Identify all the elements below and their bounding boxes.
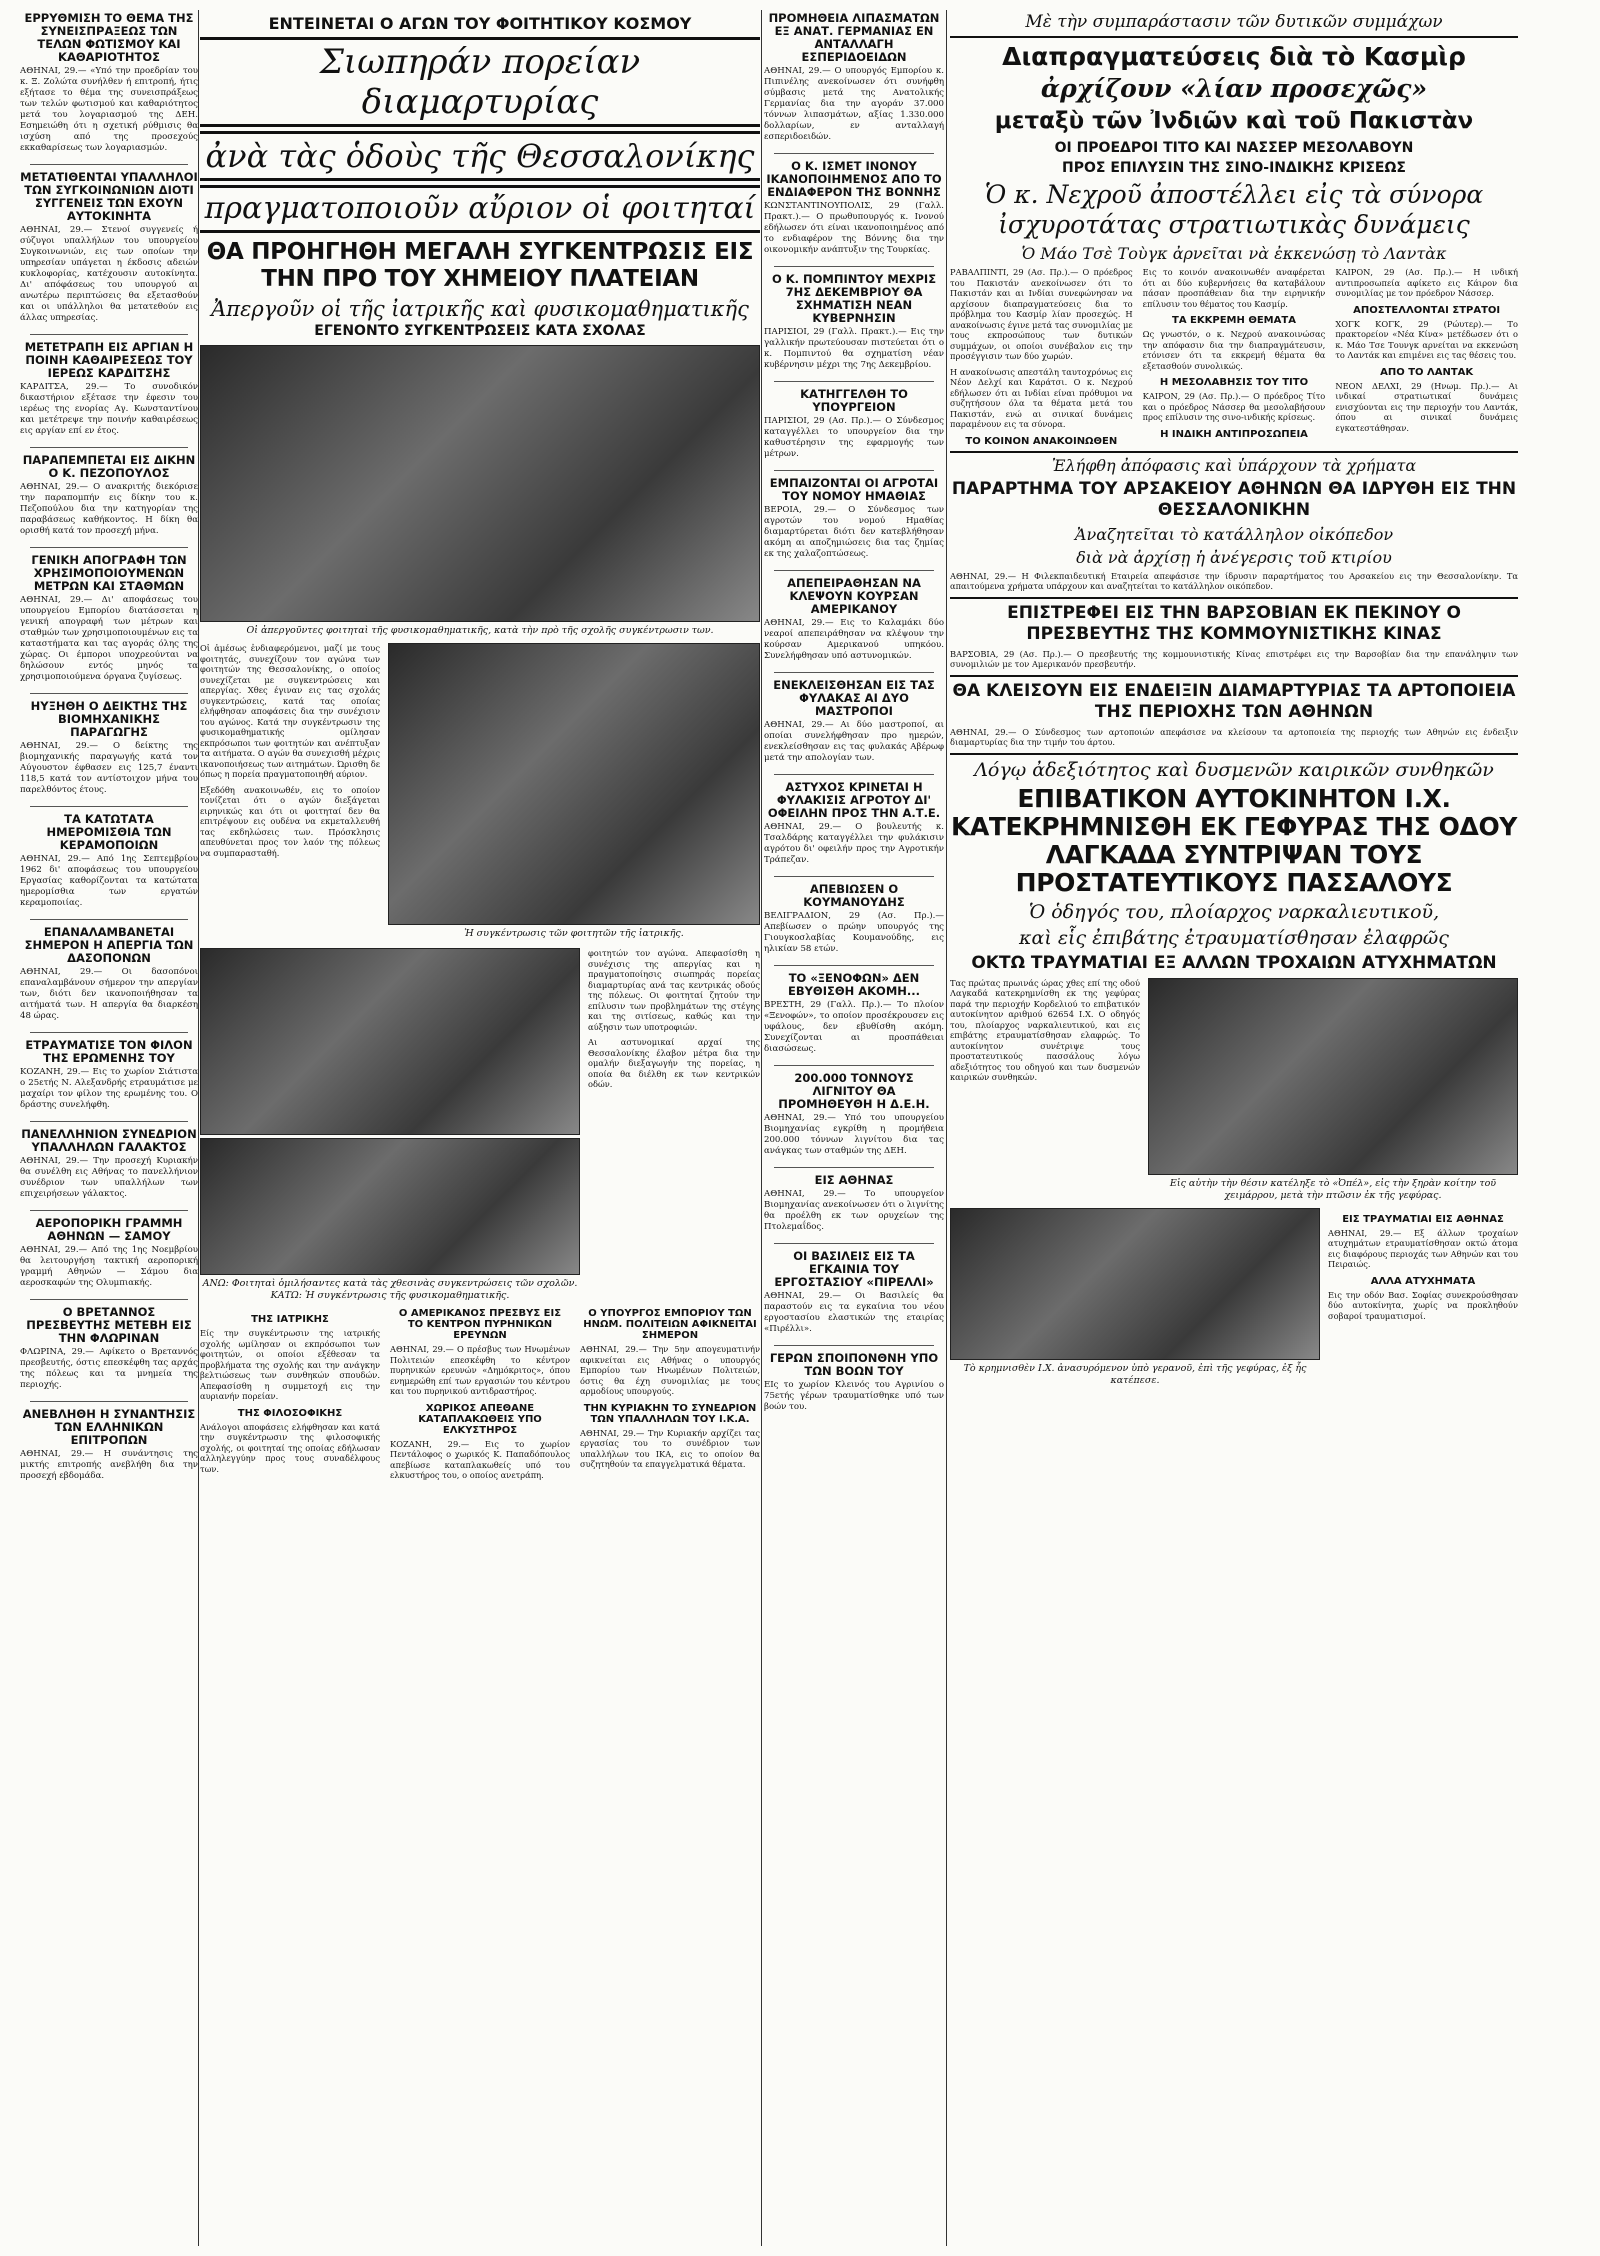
brief-2	[764, 160, 944, 256]
photo-caption: Εἰς αὐτὴν τὴν θέσιν κατέληξε τὸ «Ὀπέλ», εἰς τὴν ξηρὰν κοίτην τοῦ χειμάρρου, μετὰ τὴν πτῶσιν ἐκ τῆς γεφύρας.	[1169, 1177, 1497, 1201]
story-text-column	[200, 643, 380, 946]
divider	[30, 164, 188, 165]
brief-text: ΚΑΡΔΙΤΣΑ, 29.— Το συνοδικόν δικαστήριον εξέτασε την έφεσιν του ιερέως της ενορίας Αγ. Κωνσταντίνου και μετέτρεψε την ποινήν καθαιρέσεως εις αργίαν επί εν έτος.	[20, 382, 198, 436]
brief-3	[764, 273, 944, 371]
story-bottom-columns	[200, 1308, 760, 1481]
divider	[774, 965, 934, 966]
brief-headline: ΑΠΕΒΙΩΣΕΝ Ο ΚΟΥΜΑΝΟΥΔΗΣ	[803, 882, 905, 909]
photo-physics-gathering	[200, 1138, 580, 1275]
kashmir-subhead-1: ΟΙ ΠΡΟΕΔΡΟΙ ΤΙΤΟ ΚΑΙ ΝΑΣΣΕΡ ΜΕΣΟΛΑΒΟΥΝ	[1054, 140, 1414, 156]
brief-text: ΑΘΗΝΑΙ, 29.— Δι' αποφάσεως του υπουργείου Εμπορίου διατάσσεται η γενική απογραφή των μέτρων και σταθμών των χρησιμοποιουμένων εις τα καταστήματα και τας αγοράς όλης της χώρας. Οι έμποροι υποχρεούνται να δηλώσουν εντός μηνός τα χρησιμοποιούμενα όργανα ζυγίσεως.	[20, 595, 198, 682]
section-head: Ο ΑΜΕΡΙΚΑΝΟΣ ΠΡΕΣΒΥΣ ΕΙΣ ΤΟ ΚΕΝΤΡΟΝ ΠΥΡΗΝΙΚΩΝ ΕΡΕΥΝΩΝ	[398, 1308, 562, 1341]
divider	[774, 774, 934, 775]
brief-headline: ΕΝΕΚΛΕΙΣΘΗΣΑΝ ΕΙΣ ΤΑΣ ΦΥΛΑΚΑΣ ΑΙ ΔΥΟ ΜΑΣΤΡΟΠΟΙ	[773, 678, 935, 718]
brief-headline: ΟΙ ΒΑΣΙΛΕΙΣ ΕΙΣ ΤΑ ΕΓΚΑΙΝΙΑ ΤΟΥ ΕΡΓΟΣΤΑΣΙΟΥ «ΠΙΡΕΛΛΙ»	[774, 1249, 934, 1289]
section-text: ΑΘΗΝΑΙ, 29.— Την Κυριακήν αρχίζει τας εργασίας του το συνέδριον των υπαλλήλων του ΙΚΑ, εις το οποίον θα συζητηθούν τα επαγγελματικά θέματα.	[580, 1427, 760, 1469]
brief-text: ΑΘΗΝΑΙ, 29.— Οι Βασιλείς θα παραστούν εις τα εγκαίνια του νέου εργοστασίου ελαστικών της εταιρίας «Πιρέλλι».	[764, 1291, 944, 1334]
brief-headline: ΑΠΕΠΕΙΡΑΘΗΣΑΝ ΝΑ ΚΛΕΨΟΥΝ ΚΟΥΡΣΑΝ ΑΜΕΡΙΚΑΝΟΥ	[787, 576, 921, 616]
section-text: Εις την οδόν Βασ. Σοφίας συνεκρούσθησαν δύο αυτοκίνητα, χωρίς να προκληθούν σοβαροί τραυματισμοί.	[1328, 1289, 1518, 1321]
brief-headline: Ο ΒΡΕΤΑΝΝΟΣ ΠΡΕΣΒΕΥΤΗΣ ΜΕΤΕΒΗ ΕΙΣ ΤΗΝ ΦΛΩΡΙΝΑΝ	[26, 1305, 192, 1345]
section-head: Η ΜΕΣΟΛΑΒΗΣΙΣ ΤΟΥ ΤΙΤΟ	[1159, 377, 1309, 388]
brief-headline: ΕΜΠΑΙΖΟΝΤΑΙ ΟΙ ΑΓΡΟΤΑΙ ΤΟΥ ΝΟΜΟΥ ΗΜΑΘΙΑΣ	[769, 476, 939, 503]
column-briefs	[20, 10, 198, 1492]
story-photo-block	[388, 643, 760, 946]
brief-text: ΑΘΗΝΑΙ, 29.— «Υπό την προεδρίαν του κ. Ξ. Ζολώτα συνήλθεν ή επιτροπή, ήτις εξήτασε το θέμα της συνεισπράξεως των τελών φωτισμού και καθαριότητος μετά του λογαριασμού της ΔΕΗ. Εσημειώθη ότι η σχετική ρύθμισις θα ισχύση από της προσεχούς εκκαθαρίσεως των λογαριασμών.	[20, 66, 198, 153]
story-paragraph: Αι αστυνομικαί αρχαί της Θεσσαλονίκης έλαβον μέτρα δια την ομαλήν διεξαγωγήν της πορείας, η οποία θα διέλθη εκ των κεντρικών οδών.	[588, 1037, 760, 1089]
brief-text: ΦΛΩΡΙΝΑ, 29.— Αφίκετο ο Βρεταννός πρεσβευτής, όστις επεσκέφθη τας αρχάς της πόλεως και τα μνημεία της περιοχής.	[20, 1347, 198, 1390]
section-head: ΤΗΝ ΚΥΡΙΑΚΗΝ ΤΟ ΣΥΝΕΔΡΙΟΝ ΤΩΝ ΥΠΑΛΛΗΛΩΝ ΤΟΥ Ι.Κ.Α.	[583, 1402, 757, 1425]
bakeries-headline: ΘΑ ΚΛΕΙΣΟΥΝ ΕΙΣ ΕΝΔΕΙΞΙΝ ΔΙΑΜΑΡΤΥΡΙΑΣ ΤΑ ΑΡΤΟΠΟΙΕΙΑ ΤΗΣ ΠΕΡΙΟΧΗΣ ΤΩΝ ΑΘΗΝΩΝ	[952, 680, 1516, 722]
brief-headline: ΗΥΞΗΘΗ Ο ΔΕΙΚΤΗΣ ΤΗΣ ΒΙΟΜΗΧΑΝΙΚΗΣ ΠΑΡΑΓΩΓΗΣ	[30, 699, 188, 739]
divider	[774, 672, 934, 673]
kashmir-headline-3: μεταξὺ τῶν Ἰνδιῶν καὶ τοῦ Πακιστὰν	[994, 108, 1474, 134]
photo-caption: Οἱ ἀπεργοῦντες φοιτηταὶ τῆς φυσικομαθηματικῆς, κατὰ τὴν πρὸ τῆς σχολῆς συγκέντρωσιν των.	[246, 625, 714, 636]
column-kashmir-story	[950, 10, 1518, 1393]
brief-13	[20, 1408, 198, 1482]
brief-11	[764, 1072, 944, 1157]
brief-text: ΑΘΗΝΑΙ, 29.— Η συνάντησις της μικτής επιτροπής ανεβλήθη δια την προσεχή εβδομάδα.	[20, 1449, 198, 1481]
divider	[774, 1065, 934, 1066]
brief-text: ΒΕΛΙΓΡΑΔΙΟΝ, 29 (Ασ. Πρ.).— Απεβίωσεν ο πρώην υπουργός της Γιουγκοσλαβίας Κουμανούδης, εις ηλικίαν 58 ετών.	[764, 911, 944, 954]
brief-headline: ΑΝΕΒΛΗΘΗ Η ΣΥΝΑΝΤΗΣΙΣ ΤΩΝ ΕΛΛΗΝΙΚΩΝ ΕΠΙΤΡΟΠΩΝ	[22, 1407, 196, 1447]
divider	[774, 266, 934, 267]
accident-text	[950, 978, 1140, 1208]
banner-line-3: πραγματοποιοῦν αὔριον οἱ φοιτηταί	[200, 185, 760, 233]
column-student-story	[200, 10, 760, 1481]
brief-10	[764, 972, 944, 1055]
photo-caption: Ἡ συγκέντρωσις τῶν φοιτητῶν τῆς ἰατρικῆς.	[464, 928, 684, 939]
divider	[30, 1121, 188, 1122]
kashmir-kicker: Μὲ τὴν συμπαράστασιν τῶν δυτικῶν συμμάχων	[1025, 12, 1443, 32]
section-head: ΤΗΣ ΙΑΤΡΙΚΗΣ	[251, 1314, 329, 1325]
photo-caption: Τὸ κρημνισθὲν Ι.Χ. ἀνασυρόμενον ὑπὸ γερανοῦ, ἐπὶ τῆς γεφύρας, ἐξ ἧς κατέπεσε.	[963, 1362, 1307, 1386]
brief-headline: ΚΑΤΗΓΓΕΛΘΗ ΤΟ ΥΠΟΥΡΓΕΙΟΝ	[800, 387, 908, 414]
brief-text: ΑΘΗΝΑΙ, 29.— Ο δείκτης της βιομηχανικής παραγωγής κατά τον Αύγουστον έφθασεν εις 125,7 έναντι 118,5 κατά τον αντίστοιχον μήνα του παρελθόντος έτους.	[20, 741, 198, 795]
brief-text: ΑΘΗΝΑΙ, 29.— Το υπουργείον Βιομηχανίας ανεκοίνωσεν ότι ο λιγνίτης θα προέλθη εκ των ορυχείων της Πτολεμαΐδος.	[764, 1189, 944, 1232]
accident-side-text	[1328, 1208, 1518, 1393]
kashmir-paragraph: Η ανακοίνωσις απεστάλη ταυτοχρόνως εις Νέον Δελχί και Καράτσι. Ο κ. Νεχρού εδήλωσεν ότι αι Ινδίαι είναι πρόθυμοι να συζητήσουν όλα τα θέματα μετά του Πακιστάν, ενώ αι σινικαί δυνάμεις παραμένουν εις τα σύνορα.	[950, 366, 1133, 429]
brief-text: ΑΘΗΝΑΙ, 29.— Από 1ης Σεπτεμβρίου 1962 δι' αποφάσεως του υπουργείου Εργασίας καθορίζονται τα κατώτατα ημερομίσθια των εργατών κεραμοποιίας.	[20, 854, 198, 908]
section-head: ΤΟ ΚΟΙΝΟΝ ΑΝΑΚΟΙΝΩΘΕΝ	[965, 435, 1118, 447]
section-text: ΚΑΙΡΟΝ, 29 (Ασ. Πρ.).— Η ινδική αντιπροσωπεία αφίκετο εις Κάιρον δια συνομιλίας με τον πρόεδρον Νάσσερ.	[1335, 267, 1518, 298]
kashmir-subhead-2: ΠΡΟΣ ΕΠΙΛΥΣΙΝ ΤΗΣ ΣΙΝΟ-ΙΝΔΙΚΗΣ ΚΡΙΣΕΩΣ	[1062, 160, 1406, 176]
brief-headline: ΤΟ «ΞΕΝΟΦΩΝ» ΔΕΝ ΕΒΥΘΙΣΘΗ ΑΚΟΜΗ...	[787, 971, 921, 998]
section-text: Είς την συγκέντρωσιν της ιατρικής σχολής ωμίλησαν οι εκπρόσωποι των φοιτητών, οι οποίοι εξέθεσαν τα προβλήματα της σχολής και την ανάγκην βελτιώσεως των συνθηκών σπουδών. Απεφασίσθη η συμμετοχή εις την αυριανήν πορείαν.	[200, 1328, 380, 1401]
brief-text: ΑΘΗΝΑΙ, 29.— Στενοί συγγενείς ή σύζυγοι υπαλλήλων του υπουργείου Συγκοινωνιών, εις των οποίων την υπηρεσίαν υπάγεται η έκδοσις αδειών κυκλοφορίας, κατέχουσιν αυτοκίνητα. Δι' απόφάσεως του υπουργού αι ανωτέρω περιπτώσεις θα εξετασθούν και οι υπάλληλοι θα μετατεθούν εις άλλας υπηρεσίας.	[20, 225, 198, 323]
brief-headline: ΑΣΤΥΧΟΣ ΚΡΙΝΕΤΑΙ Η ΦΥΛΑΚΙΣΙΣ ΑΓΡΟΤΟΥ ΔΙ' ΟΦΕΙΛΗΝ ΠΡΟΣ ΤΗΝ Α.Τ.Ε.	[767, 780, 941, 820]
brief-text: ΑΘΗΝΑΙ, 29.— Αι δύο μαστροποί, αι οποίαι συνελήφθησαν προ ημερών, ενεκλείσθησαν εις τας φυλακάς Αβέρωφ μετά την απολογίαν των.	[764, 720, 944, 763]
column-briefs-2	[764, 10, 944, 1423]
brief-9	[20, 1039, 198, 1111]
brief-headline: ΜΕΤΕΤΡΑΠΗ ΕΙΣ ΑΡΓΙΑΝ Η ΠΟΙΝΗ ΚΑΘΑΙΡΕΣΕΩΣ ΤΟΥ ΙΕΡΕΩΣ ΚΑΡΔΙΤΣΗΣ	[24, 340, 194, 380]
brief-headline: Ο Κ. ΠΟΜΠΙΝΤΟΥ ΜΕΧΡΙΣ 7ΗΣ ΔΕΚΕΜΒΡΙΟΥ ΘΑ ΣΧΗΜΑΤΙΣΗ ΝΕΑΝ ΚΥΒΕΡΝΗΣΙΝ	[771, 272, 937, 325]
story-paragraph: φοιτητών τον αγώνα. Απεφασίσθη η συνέχισις της απεργίας και η πραγματοποίησις σιωπηράς πορείας διαμαρτυρίας ανά τας κεντρικάς οδούς της πόλεως. Οι φοιτηταί ζητούν την επίλυσιν των προβλημάτων της στέγης και της σιτίσεως, καθώς και την αύξησιν των υποτροφιών.	[588, 948, 760, 1032]
brief-text: ΑΘΗΝΑΙ, 29.— Υπό του υπουργείου Βιομηχανίας εγκρίθη η προμήθεια 200.000 τόννων λιγνίτου δια τας ανάγκας των σταθμών της ΔΕΗ.	[764, 1113, 944, 1156]
arsakeion-subhead-2: διὰ νὰ ἀρχίσῃ ἡ ἀνέγερσις τοῦ κτιρίου	[1076, 547, 1392, 567]
section-text: ΧΟΓΚ ΚΟΓΚ, 29 (Ρώυτερ).— Το πρακτορείον «Νέα Κίνα» μετέδωσεν ότι ο κ. Μάο Τσε Τουνγκ αρνείται να εκκενώση το Λαντάκ και επιμένει εις τας θέσεις του.	[1335, 318, 1518, 360]
section-text: ΑΘΗΝΑΙ, 29.— Ο πρέσβυς των Ηνωμένων Πολιτειών επεσκέφθη το κέντρον πυρηνικών ερευνών «Δημόκριτος», όπου ενημερώθη επί των εργασιών του κέντρου και του πυρηνικού αντιδραστήρος.	[390, 1344, 570, 1396]
brief-text: ΑΘΗΝΑΙ, 29.— Ο υπουργός Εμπορίου κ. Πιπινέλης ανεκοίνωσεν ότι συνήφθη σύμβασις μετά της Ανατολικής Γερμανίας δια την αγοράν 37.000 τόννων λιπασμάτων, αξίας 1.330.000 δολλαρίων, εν ανταλλαγή εσπεριδοειδών.	[764, 66, 944, 142]
story-subhead: ΕΓΕΝΟΝΤΟ ΣΥΓΚΕΝΤΡΩΣΕΙΣ ΚΑΤΑ ΣΧΟΛΑΣ	[314, 323, 646, 339]
brief-headline: ΓΕΡΩΝ ΣΠΟΙΠΟΝΘΝΗ ΥΠΟ ΤΩΝ ΒΟΩΝ ΤΟΥ	[769, 1351, 939, 1378]
brief-6	[20, 700, 198, 796]
brief-2	[20, 171, 198, 324]
rule	[950, 753, 1518, 755]
photo-students-physics	[200, 345, 760, 622]
brief-4	[764, 388, 944, 460]
accident-paragraph: Τας πρώτας πρωινάς ώρας χθες επί της οδού Λαγκαδά κατεκρημνίσθη εκ της γεφύρας παρά την περιοχήν Κορδελιού το επιβατικόν αυτοκίνητον αριθμού 62654 Ι.Χ. Ο οδηγός του, πλοίαρχος ναρκαλιευτικού, και εις επιβάτης ετραυματίσθησαν ελαφρώς. Το αυτοκίνητον συνέτριψε τους προστατευτικούς πασσάλους λόγω αδεξιότητος του οδηγού και των δυσμενών καιρικών συνθηκών.	[950, 977, 1140, 1082]
brief-text: ΠΑΡΙΣΙΟΙ, 29 (Γαλλ. Πρακτ.).— Εις την γαλλικήν πρωτεύουσαν πιστεύεται ότι ο κ. Πομπιντού θα σχηματίση νέαν κυβέρνησιν μέχρι της 7ης Δεκεμβρίου.	[764, 327, 944, 370]
divider	[30, 547, 188, 548]
brief-8	[20, 926, 198, 1022]
brief-headline: ΑΕΡΟΠΟΡΙΚΗ ΓΡΑΜΜΗ ΑΘΗΝΩΝ — ΣΑΜΟΥ	[35, 1216, 183, 1243]
divider	[774, 1167, 934, 1168]
divider	[774, 876, 934, 877]
section-text: ΚΑΙΡΟΝ, 29 (Ασ. Πρ.).— Ο πρόεδρος Τίτο και ο πρόεδρος Νάσσερ θα μεσολαβήσουν προς επίλυσιν της σινο-ινδικής κρίσεως.	[1142, 391, 1326, 422]
section-head: ΑΠΟ ΤΟ ΛΑΝΤΑΚ	[1380, 366, 1474, 378]
brief-1	[20, 12, 198, 154]
accident-block	[950, 978, 1518, 1208]
section-text: ΚΟΖΑΝΗ, 29.— Εις το χωρίον Πεντάλοφος ο χωρικός Κ. Παπαδόπουλος απεβίωσε καταπλακωθείς υπό του ελκυστήρος του, ο οποίος ανετράπη.	[390, 1438, 570, 1480]
brief-headline: ΕΡΡΥΘΜΙΣΗ ΤΟ ΘΕΜΑ ΤΗΣ ΣΥΝΕΙΣΠΡΑΞΕΩΣ ΤΩΝ ΤΕΛΩΝ ΦΩΤΙΣΜΟΥ ΚΑΙ ΚΑΘΑΡΙΟΤΗΤΟΣ	[24, 11, 194, 64]
divider	[774, 1345, 934, 1346]
rule	[950, 597, 1518, 599]
brief-12	[20, 1306, 198, 1391]
divider	[30, 693, 188, 694]
brief-headline: ΠΡΟΜΗΘΕΙΑ ΛΙΠΑΣΜΑΤΩΝ ΕΞ ΑΝΑΤ. ΓΕΡΜΑΝΙΑΣ ΕΝ ΑΝΤΑΛΛΑΓΗ ΕΣΠΕΡΙΔΟΕΙΔΩΝ	[768, 11, 940, 64]
brief-9	[764, 883, 944, 955]
kashmir-body	[950, 267, 1518, 447]
photo-caption: ΑΝΩ: Φοιτηταὶ ὁμιλήσαντες κατὰ τὰς χθεσινὰς συγκεντρώσεις τῶν σχολῶν. ΚΑΤΩ: Ἡ συγκέντρωσις τῆς φυσικομαθηματικῆς.	[202, 1278, 578, 1301]
bakeries-text: ΑΘΗΝΑΙ, 29.— Ο Σύνδεσμος των αρτοποιών απεφάσισε να κλείσουν τα αρτοποιεία της περιοχής των Αθηνών εις ένδειξιν διαμαρτυρίας δια την τιμήν του άρτου.	[950, 726, 1518, 747]
brief-5	[20, 554, 198, 683]
section-head: ΑΛΛΑ ΑΤΥΧΗΜΑΤΑ	[1370, 1275, 1476, 1287]
brief-text: ΚΩΝΣΤΑΝΤΙΝΟΥΠΟΛΙΣ, 29 (Γαλλ. Πρακτ.).— Ο πρωθυπουργός κ. Ινονού εδήλωσεν ότι είναι ικανοποιημένος από το ενδιαφέρον της Βόννης δια την οικονομικήν ανάπτυξιν της Τουρκίας.	[764, 201, 944, 255]
arsakeion-kicker: Ἐλήφθη ἀπόφασις καὶ ὑπάρχουν τὰ χρήματα	[950, 451, 1518, 475]
warsaw-headline: ΕΠΙΣΤΡΕΦΕΙ ΕΙΣ ΤΗΝ ΒΑΡΣΟΒΙΑΝ ΕΚ ΠΕΚΙΝΟΥ Ο ΠΡΕΣΒΕΥΤΗΣ ΤΗΣ ΚΟΜΜΟΥΝΙΣΤΙΚΗΣ ΚΙΝΑΣ	[1007, 602, 1461, 644]
brief-5	[764, 477, 944, 560]
brief-3	[20, 341, 198, 437]
arsakeion-headline: ΠΑΡΑΡΤΗΜΑ ΤΟΥ ΑΡΣΑΚΕΙΟΥ ΑΘΗΝΩΝ ΘΑ ΙΔΡΥΘΗ ΕΙΣ ΤΗΝ ΘΕΣΣΑΛΟΝΙΚΗΝ	[951, 478, 1517, 520]
divider	[30, 334, 188, 335]
brief-text: ΑΘΗΝΑΙ, 29.— Οι δασοπόνοι επαναλαμβάνουν σήμερον την απεργίαν των, διότι δεν ικανοποιήθησαν τα αιτήματά των. Η απεργία θα διαρκέση 48 ώρας.	[20, 967, 198, 1021]
accident-headline: ΕΠΙΒΑΤΙΚΟΝ ΑΥΤΟΚΙΝΗΤΟΝ Ι.Χ. ΚΑΤΕΚΡΗΜΝΙΣΘΗ ΕΚ ΓΕΦΥΡΑΣ ΤΗΣ ΟΔΟΥ ΛΑΓΚΑΔΑ ΣΥΝΤΡΙΨΑΝ ΤΟΥΣ ΠΡΟΣΤΑΤΕΥΤΙΚΟΥΣ ΠΑΣΣΑΛΟΥΣ	[950, 783, 1517, 897]
divider	[774, 153, 934, 154]
brief-4	[20, 454, 198, 537]
divider	[774, 470, 934, 471]
section-head: ΑΠΟΣΤΕΛΛΟΝΤΑΙ ΣΤΡΑΤΟΙ	[1353, 304, 1501, 316]
section-text: Ως γνωστόν, ο κ. Νεχρού ανακοινώσας την απόφασιν δια την διαπραγμάτευσιν, ετόνισεν ότι τα εκκρεμή θέματα θα εξετασθούν συνολικώς.	[1142, 329, 1326, 371]
brief-text: ΑΘΗΝΑΙ, 29.— Από της 1ης Νοεμβρίου θα λειτουργήση τακτική αεροπορική γραμμή Αθηνών — Σάμου δια αεροσκαφών της Ολυμπιακής.	[20, 1245, 198, 1288]
brief-headline: ΓΕΝΙΚΗ ΑΠΟΓΡΑΦΗ ΤΩΝ ΧΡΗΣΙΜΟΠΟΙΟΥΜΕΝΩΝ ΜΕΤΡΩΝ ΚΑΙ ΣΤΑΘΜΩΝ	[31, 553, 187, 593]
brief-13	[764, 1250, 944, 1335]
arsakeion-text: ΑΘΗΝΑΙ, 29.— Η Φιλεκπαιδευτική Εταιρεία απεφάσισε την ίδρυσιν παραρτήματος του Αρσακείου εις την Θεσσαλονίκην. Τα απαιτούμενα χρήματα υπάρχουν και αναζητείται το κατάλληλον οικόπεδον.	[950, 570, 1518, 591]
kashmir-subhead-4: Ὁ Μάο Τσὲ Τοὺγκ ἀρνεῖται νὰ ἐκκενώσῃ τὸ Λαντὰκ	[1021, 244, 1447, 263]
brief-text: ΑΘΗΝΑΙ, 29.— Εις το Καλαμάκι δύο νεαροί απεπειράθησαν να κλέψουν την κούρσαν Αμερικανού υπηκόου. Συνελήφθησαν υπό αστυνομικών.	[764, 618, 944, 661]
section-head: ΤΗΣ ΦΙΛΟΣΟΦΙΚΗΣ	[237, 1407, 343, 1419]
divider	[774, 1243, 934, 1244]
rule	[950, 675, 1518, 677]
kashmir-paragraph: ΡΑΒΑΛΠΙΝΤΙ, 29 (Ασ. Πρ.).— Ο πρόεδρος του Πακιστάν ανεκοίνωσεν ότι το Πακιστάν και αι Ινδίαι συνεφώνησαν να αρχίσουν διαπραγματεύσεις δια το πρόβλημα του Κασμίρ λίαν προσεχώς. Η ανακοίνωσις έγινε μετά τας συνομιλίας με τους εκπροσώπους των δυτικών συμμάχων, οι οποίοι συνέβαλον εις την προσέγγισιν των δύο χωρών.	[950, 267, 1133, 361]
brief-7	[20, 813, 198, 909]
brief-headline: 200.000 ΤΟΝΝΟΥΣ ΛΙΓΝΙΤΟΥ ΘΑ ΠΡΟΜΗΘΕΥΘΗ Η Δ.Ε.Η.	[778, 1071, 930, 1111]
brief-headline: Ο Κ. ΙΣΜΕΤ ΙΝΟΝΟΥ ΙΚΑΝΟΠΟΙΗΜΕΝΟΣ ΑΠΟ ΤΟ ΕΝΔΙΑΦΕΡΟΝ ΤΗΣ ΒΟΝΝΗΣ	[766, 159, 942, 199]
brief-headline: ΠΑΡΑΠΕΜΠΕΤΑΙ ΕΙΣ ΔΙΚΗΝ Ο Κ. ΠΕΖΟΠΟΥΛΟΣ	[22, 453, 196, 480]
story-text-column-2	[588, 948, 760, 1308]
accident-lower	[950, 1208, 1518, 1393]
brief-6	[764, 577, 944, 662]
brief-11	[20, 1217, 198, 1289]
brief-headline: ΜΕΤΑΤΙΘΕΝΤΑΙ ΥΠΑΛΛΗΛΟΙ ΤΩΝ ΣΥΓΚΟΙΝΩΝΙΩΝ ΔΙΟΤΙ ΣΥΓΓΕΝΕΙΣ ΤΩΝ ΕΧΟΥΝ ΑΥΤΟΚΙΝΗΤΑ	[20, 170, 198, 223]
brief-headline: ΕΤΡΑΥΜΑΤΙΣΕ ΤΟΝ ΦΙΛΟΝ ΤΗΣ ΕΡΩΜΕΝΗΣ ΤΟΥ	[25, 1038, 193, 1065]
brief-text: ΑΘΗΝΑΙ, 29.— Την προσεχή Κυριακήν θα συνέλθη εις Αθήνας το πανελλήνιον συνέδριον των υπαλλήλων των επιχειρήσεων γάλακτος.	[20, 1156, 198, 1199]
divider	[30, 1210, 188, 1211]
brief-headline: ΕΠΑΝΑΛΑΜΒΑΝΕΤΑΙ ΣΗΜΕΡΟΝ Η ΑΠΕΡΓΙΑ ΤΩΝ ΔΑΣΟΠΟΝΩΝ	[24, 925, 194, 965]
photo-speakers	[200, 948, 580, 1135]
divider	[30, 1032, 188, 1033]
brief-text: ΕΙς το χωρίον Κλεινός του Αγρινίου ο 75ετής γέρων τραυματίσθηκε υπό των βοών του.	[764, 1380, 944, 1412]
section-head: ΧΩΡΙΚΟΣ ΑΠΕΘΑΝΕ ΚΑΤΑΠΛΑΚΩΘΕΙΣ ΥΠΟ ΕΛΚΥΣΤΗΡΟΣ	[418, 1402, 542, 1436]
section-text: ΝΕΟΝ ΔΕΛΧΙ, 29 (Ηνωμ. Πρ.).— Αι ινδικαί στρατιωτικαί δυνάμεις ενισχύονται εις την περιοχήν του Λαντάκ, όπου αι σινικαί δυνάμεις εγκατεστάθησαν.	[1335, 380, 1518, 433]
divider	[30, 806, 188, 807]
photo-medicine-gathering	[388, 643, 760, 925]
story-italic-subhead: Ἀπεργοῦν οἱ τῆς ἰατρικῆς καὶ φυσικομαθηματικῆς	[211, 297, 749, 321]
divider	[774, 570, 934, 571]
story-middle	[200, 643, 760, 946]
brief-headline: ΤΑ ΚΑΤΩΤΑΤΑ ΗΜΕΡΟΜΙΣΘΙΑ ΤΩΝ ΚΕΡΑΜΟΠΟΙΩΝ	[46, 812, 172, 852]
divider	[30, 1299, 188, 1300]
accident-kicker: Λόγῳ ἀδεξιότητος καὶ δυσμενῶν καιρικῶν συνθηκῶν	[974, 758, 1494, 781]
brief-text: ΑΘΗΝΑΙ, 29.— Ο ανακριτής διεκόρισε την παραπομπήν εις δίκην του κ. Πεζοπούλου δια την κατηγορίαν της παραβάσεως καθήκοντος. Η δίκη θα ορισθή κατά τον προσεχή μήνα.	[20, 482, 198, 536]
brief-text: ΒΕΡΟΙΑ, 29.— Ο Σύνδεσμος των αγροτών του νομού Ημαθίας διαμαρτύρεται διότι δεν κατεβλήθησαν ακόμη αι αποζημιώσεις δια τας ζημίας εκ της χαλαζοπτώσεως.	[764, 505, 944, 559]
story-lower	[200, 948, 760, 1308]
accident-photo-block	[1148, 978, 1518, 1208]
accident-subhead-3: ΟΚΤΩ ΤΡΑΥΜΑΤΙΑΙ ΕΞ ΑΛΛΩΝ ΤΡΟΧΑΙΩΝ ΑΤΥΧΗΜΑΤΩΝ	[971, 952, 1497, 973]
divider	[774, 381, 934, 382]
kashmir-subhead-3: Ὁ κ. Νεχροῦ ἀποστέλλει εἰς τὰ σύνορα ἰσχυροτάτας στρατιωτικὰς δυνάμεις	[984, 180, 1484, 239]
story-photo-block-2	[200, 948, 580, 1308]
banner-line-1: Σιωπηράν πορείαν διαμαρτυρίας	[200, 37, 760, 127]
story-paragraph: Εξεδόθη ανακοινωθέν, εις το οποίον τονίζεται ότι ο αγών διεξάγεται ειρηνικώς και ότι οι φοιτηταί δεν θα επιτρέψουν εις ουδένα να εκμεταλλευθή τας εκδηλώσεις των. Πρόσκλησις απευθύνεται προς τον λαόν της πόλεως να συμπαρασταθή.	[200, 784, 380, 858]
section-head: ΤΑ ΕΚΚΡΕΜΗ ΘΕΜΑΤΑ	[1172, 315, 1296, 326]
banner-line-2: ἀνὰ τὰς ὁδοὺς τῆς Θεσσαλονίκης	[200, 131, 760, 181]
kashmir-headline-2: ἀρχίζουν «λίαν προσεχῶς»	[1040, 74, 1428, 103]
photo-wrecked-car	[1148, 978, 1518, 1175]
brief-14	[764, 1352, 944, 1413]
arsakeion-subhead-1: Ἀναζητεῖται τὸ κατάλληλον οἰκόπεδον	[1074, 524, 1394, 544]
brief-text: ΠΑΡΙΣΙΟΙ, 29 (Ασ. Πρ.).— Ο Σύνδεσμος καταγγέλλει το υπουργείον δια την καθυστέρησιν της εφαρμογής των μέτρων.	[764, 416, 944, 459]
divider	[30, 447, 188, 448]
brief-text: ΒΡΕΣΤΗ, 29 (Γαλλ. Πρ.).— Το πλοίον «Ξενοφών», το οποίον προσέκρουσεν εις υφάλους, δεν εβυθίσθη ακόμη. Συνεχίζονται αι προσπάθειαι διασώσεως.	[764, 1000, 944, 1054]
section-text: ΑΘΗΝΑΙ, 29.— Εξ άλλων τροχαίων ατυχημάτων ετραυματίσθησαν οκτώ άτομα εις διαφόρους περιοχάς των Αθηνών και του Πειραιώς.	[1328, 1227, 1518, 1269]
section-text: Εις το κοινόν ανακοινωθέν αναφέρεται ότι αι δύο κυβερνήσεις θα καταβάλουν πάσαν προσπάθειαν δια την ειρηνικήν επίλυσιν του θέματος του Κασμίρ.	[1142, 267, 1326, 309]
section-head: ΕΙΣ ΤΡΑΥΜΑΤΙΑΙ ΕΙΣ ΑΘΗΝΑΣ	[1342, 1213, 1504, 1225]
brief-1	[764, 12, 944, 143]
story-paragraph: Οἱ ἀμέσως ἐνδιαφερόμενοι, μαζί με τους φοιτητάς, συνεχίζουν τον αγώνα των φοιτητών της Θεσσαλονίκης, ο οποίος συνεχίζεται με συγκεντρώσεις και απεργίας. Χθες έγιναν εις τας σχολάς συγκεντρώσεις, κατά τας οποίας ελήφθησαν αποφάσεις δια την συνέχισιν του αγώνος. Κατά την συγκέντρωσιν της φυσικομαθηματικής ομίλησαν εκπρόσωποι των φοιτητών και ανέπτυξαν τα αιτήματα. Ο αγών θα συνεχισθή μέχρις ικανοποιήσεως των αιτημάτων. Ώρισθη δε όπως η πορεία πραγματοποιηθή αύριον.	[200, 643, 380, 779]
warsaw-text: ΒΑΡΣΟΒΙΑ, 29 (Ασ. Πρ.).— Ο πρεσβευτής της κομμουνιστικής Κίνας επιστρέφει εις την Βαρσοβίαν δια την επανάληψιν των συνομιλιών με τον Αμερικανόν πρεσβευτήν.	[950, 648, 1518, 669]
section-head: Ο ΥΠΟΥΡΓΟΣ ΕΜΠΟΡΙΟΥ ΤΩΝ ΗΝΩΜ. ΠΟΛΙΤΕΙΩΝ ΑΦΙΚΝΕΙΤΑΙ ΣΗΜΕΡΟΝ	[583, 1308, 757, 1341]
kashmir-headline-1: Διαπραγματεύσεις διὰ τὸ Κασμὶρ	[1002, 42, 1466, 71]
accident-subhead-2: καὶ εἷς ἐπιβάτης ἐτραυματίσθησαν ἐλαφρῶς	[1019, 926, 1449, 949]
photo-crane-lift	[950, 1208, 1320, 1360]
section-text: Ανάλογοι αποφάσεις ελήφθησαν και κατά την συγκέντρωσιν της φιλοσοφικής σχολής, οι φοιτηταί της οποίας εδήλωσαν αλληλεγγύην προς τους συναδέλφους των.	[200, 1421, 380, 1474]
accident-subhead-1: Ὁ ὁδηγός του, πλοίαρχος ναρκαλιευτικοῦ,	[1028, 900, 1440, 923]
brief-7	[764, 679, 944, 764]
section-text: ΑΘΗΝΑΙ, 29.— Την 5ην απογευματινήν αφικνείται εις Αθήνας ο υπουργός Εμπορίου των Ηνωμένων Πολιτειών, όστις θα έχη συνομιλίας με τους αρμοδίους υπουργούς.	[580, 1344, 760, 1396]
rule	[950, 36, 1518, 38]
brief-8	[764, 781, 944, 866]
divider	[30, 1401, 188, 1402]
brief-text: ΑΘΗΝΑΙ, 29.— Ο βουλευτής κ. Τσαλδάρης καταγγέλλει την φυλάκισιν αγρότου δι' οφειλήν προς την Αγροτικήν Τράπεζαν.	[764, 822, 944, 865]
divider	[30, 919, 188, 920]
story-kicker: ΕΝΤΕΙΝΕΤΑΙ Ο ΑΓΩΝ ΤΟΥ ΦΟΙΤΗΤΙΚΟΥ ΚΟΣΜΟΥ	[268, 14, 692, 33]
brief-10	[20, 1128, 198, 1200]
brief-headline: ΕΙΣ ΑΘΗΝΑΣ	[814, 1173, 894, 1187]
accident-photo-block-2	[950, 1208, 1320, 1393]
brief-text: ΚΟΖΑΝΗ, 29.— Εις το χωρίον Σιάτιστα ο 25ετής Ν. Αλεξανδρής ετραυμάτισε με μαχαίρι τον φίλον της ερωμένης του. Ο δράστης συνελήφθη.	[20, 1067, 198, 1110]
section-head: Η ΙΝΔΙΚΗ ΑΝΤΙΠΡΟΣΩΠΕΙΑ	[1160, 428, 1308, 440]
brief-headline: ΠΑΝΕΛΛΗΝΙΟΝ ΣΥΝΕΔΡΙΟΝ ΥΠΑΛΛΗΛΩΝ ΓΑΛΑΚΤΟΣ	[21, 1127, 197, 1154]
brief-12	[764, 1174, 944, 1233]
story-headline: ΘΑ ΠΡΟΗΓΗΘΗ ΜΕΓΑΛΗ ΣΥΓΚΕΝΤΡΩΣΙΣ ΕΙΣ ΤΗΝ ΠΡΟ ΤΟΥ ΧΗΜΕΙΟΥ ΠΛΑΤΕΙΑΝ	[206, 239, 754, 292]
